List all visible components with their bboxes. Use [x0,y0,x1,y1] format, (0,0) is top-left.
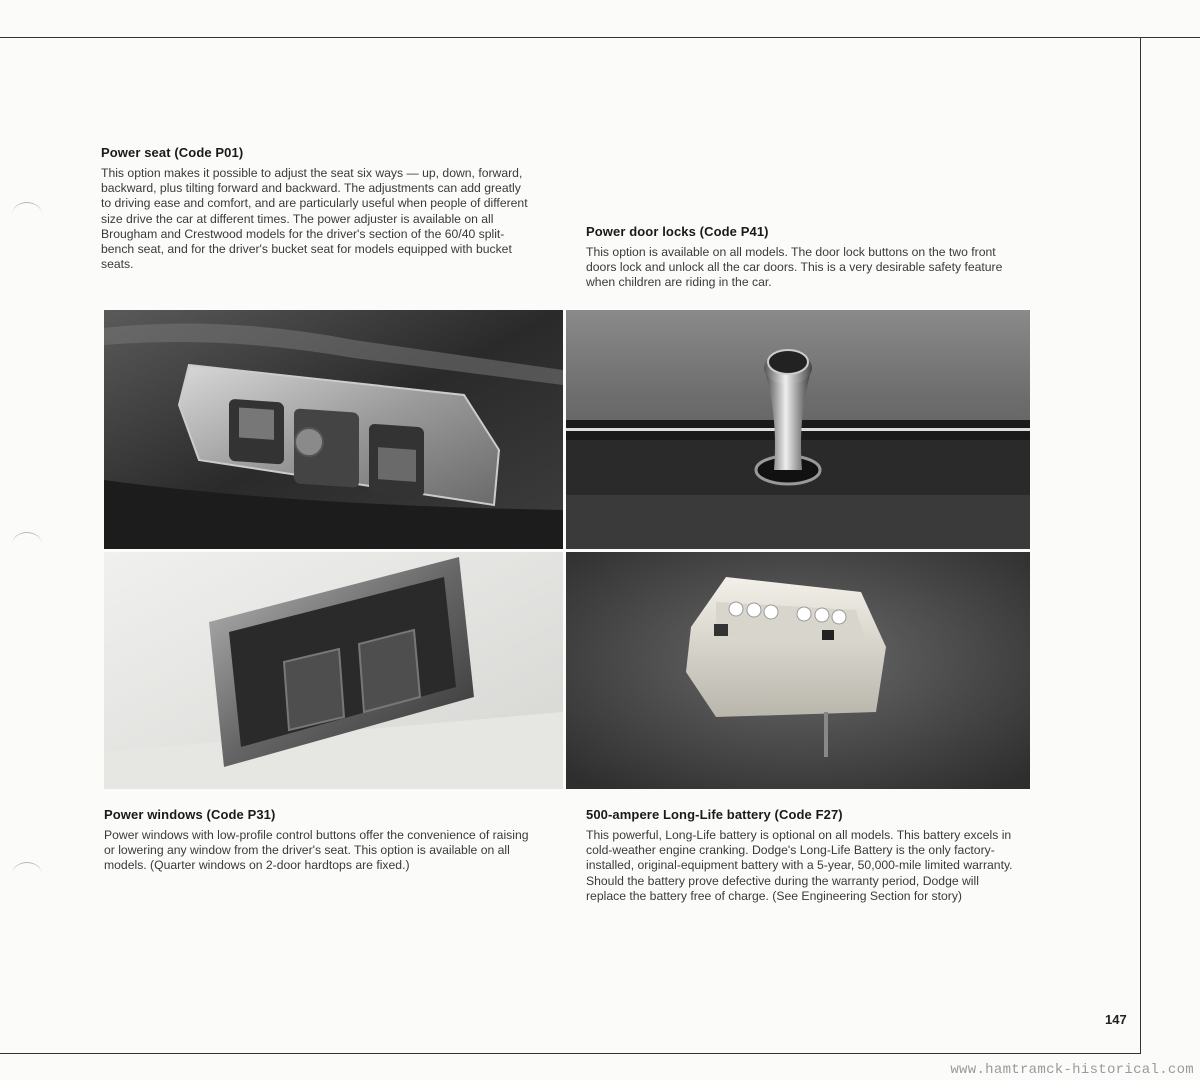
battery-body: This powerful, Long-Life battery is optional on all models. This battery excels in cold-weather engine cranking. Dodge's Long-Life Battery is the only factory-installed, original-equipment battery with a 5-year, 50,000-mile limited warranty. Should the battery prove defective during the warranty period, Dodge will replace the battery free of charge. (See Engineering Section for story) [586,828,1013,903]
power-door-lock-photo [566,310,1030,549]
right-border-rule [1140,37,1141,1054]
battery-section [586,807,1018,904]
power-windows-title: Power windows (Code P31) [104,807,276,822]
top-border-rule [0,37,1200,38]
binder-hole-mark [12,202,42,227]
page-number: 147 [1105,1012,1127,1027]
source-watermark: www.hamtramck-historical.com [950,1062,1194,1078]
power-windows-body: Power windows with low-profile control buttons offer the convenience of raising or lowering any window from the driver's seat. This option is available on all models. (Quarter windows on 2-door hardtops are fixed.) [104,828,529,873]
power-seat-photo [104,310,563,549]
power-door-locks-section [586,224,1018,291]
power-windows-section [104,807,534,874]
binder-hole-mark [12,862,42,887]
power-door-locks-title: Power door locks (Code P41) [586,224,769,239]
power-seat-title: Power seat (Code P01) [101,145,244,160]
battery-title: 500-ampere Long-Life battery (Code F27) [586,807,843,822]
bottom-border-rule [0,1053,1141,1054]
binder-hole-mark [12,532,42,557]
battery-photo [566,552,1030,789]
power-door-locks-body: This option is available on all models. The door lock buttons on the two front doors lock and unlock all the car doors. This is a very desirable safety feature when children are riding in the car. [586,245,1003,290]
power-seat-section [101,145,531,272]
power-windows-photo [104,552,563,789]
power-seat-body: This option makes it possible to adjust the seat six ways — up, down, forward, backward, plus tilting forward and backward. The adjustments can add greatly to driving ease and comfort, and are particularly useful when people of different size drive the car at different times. The power adjuster is available on all Brougham and Crestwood models for the driver's section of the 60/40 split-bench seat, and for the driver's bucket seat for models equipped with bucket seats. [101,166,528,272]
